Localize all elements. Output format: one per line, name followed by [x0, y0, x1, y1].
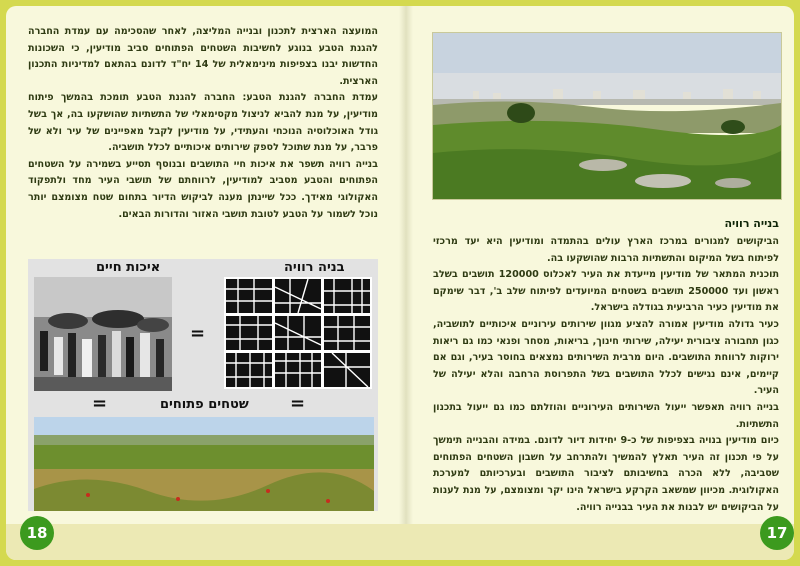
page-number-18: 18 — [20, 516, 54, 550]
right-paragraph: הביקושים למגורים במרכז הארץ עולים בהתמדה ומודיעין היא יעד מרכזי לפיתוח בשל המיקום והתשתיות הרבות שהושקעו בה. — [433, 236, 779, 264]
right-paragraph: כיום מודיעין בנויה בצפיפות של כ-9 יחידות דיור לדונם. במידה והבנייה תימשך על פי תכנון זה העיר תאלץ להמשיך ולהתרחב על חשבון השטחים הפתוחים שסביבה, ללא הכרה בחשיבותם לציבור התושבים ובערכיותם למערכת האקולוגית. מכיוון שמשאב הקרקע בישראל הינו יקר ומצומצם, על מנת לענות על הביקושים יש לבנות את העיר בבנייה רוויה. — [433, 435, 779, 513]
equals-sign-middle: = — [190, 323, 206, 344]
left-paragraph: עמדת החברה להגנת הטבע: החברה להגנת הטבע תומכת בהמשך פיתוח מודיעין, על מנת להביא לניצול מקסימאלי של התשתיות שהושקעו בה, אך בשל גודל האוכלוסיה הנוכחי והעתידי, על מודיעין לקבל מאפיינים של עיר ולא של פרבר, על מנת שתוכל לספק שירותים איכותיים לכלל תושביה. — [28, 92, 378, 154]
street-maps — [224, 277, 372, 389]
label-dense-building: בניה רוויה — [284, 260, 345, 275]
right-page-text — [433, 216, 779, 516]
bottom-band — [6, 524, 794, 560]
left-page-text — [28, 24, 378, 223]
equals-sign-right: = — [290, 393, 306, 414]
equals-sign-left: = — [92, 393, 108, 414]
page-gutter — [399, 6, 413, 560]
book-spread — [6, 6, 794, 560]
right-paragraph: תוכנית המתאר של מודיעין מייעדת את העיר לאכלוס 120000 תושבים בשלב ראשון ועד 250000 תושבים בשטחים המיועדים לפיתוח שלב ב', דבר שימקם את מודיעין כעיר הרביעית בגודלה בישראל. — [433, 269, 779, 314]
density-collage — [28, 259, 378, 511]
right-paragraph: כעיר גדולה מודיעין אמורה להציע מגוון שירותים עירוניים איכותיים לתושביה, כגון תחבורה ציבורית יעילה, שירותי חינוך, בריאות, מסחר ופנאי כמו גם ריאות ירוקות לרווחת התושבים. היום מרבית השירותים נמצאים בחוסר בעיר, וגם אם קיימים, אינם נגישים לכלל התושבים בשל התפרוסת הרחבה והלא יעילה של העיר. — [433, 318, 779, 397]
right-paragraph: בנייה רוויה תאפשר ייעול השירותים העירוניים והוזלתם כמו גם ייעול בתכנון התשתיות. — [433, 401, 779, 430]
landscape-photo — [432, 32, 782, 200]
modiin-landscape — [433, 33, 781, 199]
page-number-17: 17 — [760, 516, 794, 550]
open-fields-photo — [34, 417, 374, 511]
label-quality-of-life: איכות חיים — [96, 260, 161, 275]
crowd-photo — [34, 277, 172, 391]
label-open-spaces: שטחים פתוחים — [160, 397, 249, 412]
section-heading: בנייה רוויה — [724, 217, 779, 230]
left-paragraph: המועצה הארצית לתכנון ובנייה המליצה, לאחר שהסכימה עם עמדת החברה להגנת הטבע בנוגע לחשיבות השטחים הפתוחים סביב מודיעין, כי השכונות החדשות יבנו בצפיפות מינימאלית של 14 יח"ד לדונם בהתאם למדיניות התכנון הארצית. — [28, 26, 378, 87]
collage-graphic — [28, 259, 378, 511]
left-paragraph: בנייה רוויה תשפר את איכות חיי התושבים ובנוסף תסייע בשמירה על השטחים הפתוחים והטבע מסביב למודיעין, לרווחתם של תושבי העיר מחד ולתפקוד האקולוגי מאידך. ככל שיינתן מענה לביקוש הדיור בתחום שטח מצומצם יותר נוכל לשמור על הטבע לטובת תושבי האזור והדורות הבאים. — [28, 158, 378, 220]
